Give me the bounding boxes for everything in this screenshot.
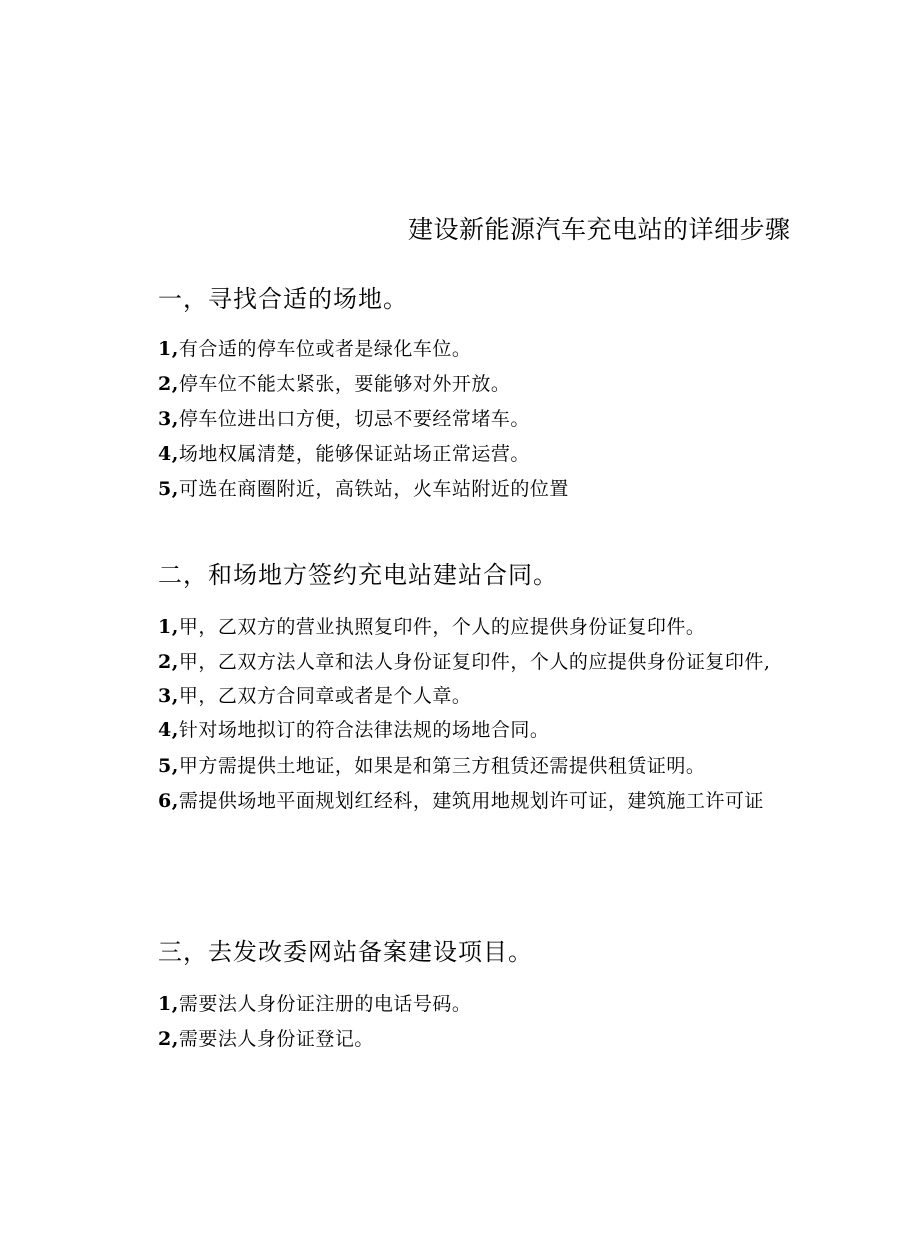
list-item: [158, 405, 530, 433]
list-item: [158, 335, 471, 363]
list-item: [158, 475, 569, 503]
item-text: 甲，乙双方合同章或者是个人章。: [178, 685, 472, 707]
list-item: [158, 752, 705, 780]
item-text: 场地权属清楚，能够保证站场正常运营。: [178, 443, 530, 465]
item-number: 4,: [158, 719, 179, 741]
item-number: 5,: [158, 755, 179, 777]
list-item: [158, 648, 770, 676]
item-number: 5,: [158, 478, 179, 500]
list-item: [158, 613, 705, 641]
list-item: [158, 440, 530, 468]
item-number: 2,: [158, 1028, 179, 1050]
list-item: [158, 370, 510, 398]
item-text: 甲方需提供土地证，如果是和第三方租赁还需提供租赁证明。: [178, 755, 706, 777]
item-number: 1,: [158, 616, 179, 638]
document-title: 建设新能源汽车充电站的详细步骤: [408, 215, 791, 244]
item-text: 需要法人身份证登记。: [178, 1028, 374, 1050]
list-item: [158, 716, 549, 744]
item-number: 1,: [158, 338, 179, 360]
item-text: 甲，乙双方的营业执照复印件，个人的应提供身份证复印件。: [178, 616, 706, 638]
item-text: 针对场地拟订的符合法律法规的场地合同。: [178, 719, 550, 741]
item-number: 3,: [158, 408, 179, 430]
item-text: 可选在商圈附近，高铁站，火车站附近的位置: [178, 478, 569, 500]
item-number: 2,: [158, 373, 179, 395]
item-number: 3,: [158, 685, 179, 707]
item-text: 有合适的停车位或者是绿化车位。: [178, 338, 472, 360]
item-number: 2,: [158, 651, 179, 673]
list-item: [158, 990, 471, 1018]
section-heading-3: 三，去发改委网站备案建设项目。: [158, 938, 533, 966]
list-item: [158, 787, 764, 815]
item-number: 1,: [158, 993, 179, 1015]
list-item: [158, 1025, 374, 1053]
item-number: 6,: [158, 790, 179, 812]
section-heading-2: 二，和场地方签约充电站建站合同。: [158, 561, 558, 589]
item-text: 停车位进出口方便，切忌不要经常堵车。: [178, 408, 530, 430]
item-text: 甲，乙双方法人章和法人身份证复印件，个人的应提供身份证复印件,: [178, 651, 771, 673]
item-text: 需要法人身份证注册的电话号码。: [178, 993, 472, 1015]
item-number: 4,: [158, 443, 179, 465]
item-text: 需提供场地平面规划红经科，建筑用地规划许可证，建筑施工许可证: [178, 790, 764, 812]
list-item: [158, 682, 471, 710]
item-text: 停车位不能太紧张，要能够对外开放。: [178, 373, 511, 395]
section-heading-1: 一，寻找合适的场地。: [158, 285, 408, 313]
